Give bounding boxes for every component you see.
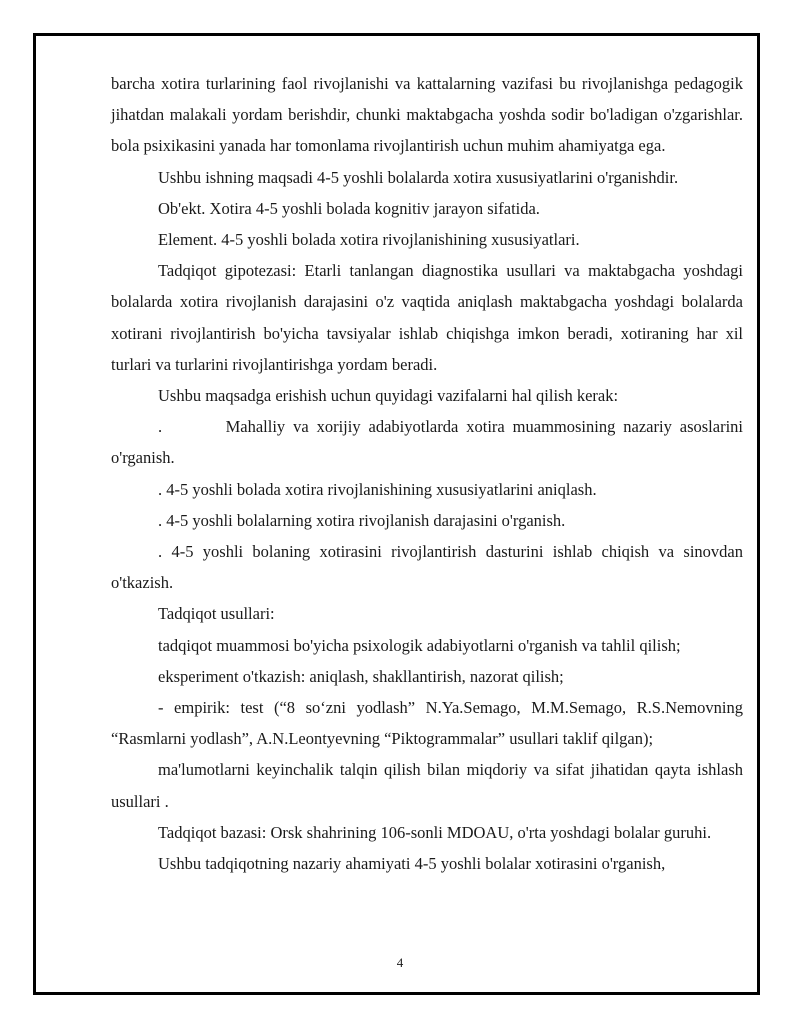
paragraph: Ushbu ishning maqsadi 4-5 yoshli bolalarda xotira xususiyatlarini o'rganishdir. xyxy=(158,167,679,187)
paragraph: tadqiqot muammosi bo'yicha psixologik adabiyotlarni o'rganish va tahlil qilish; xyxy=(158,635,681,655)
paragraph: Ob'ekt. Xotira 4-5 yoshli bolada kognitiv jarayon sifatida. xyxy=(158,198,540,218)
paragraph: barcha xotira turlarining faol rivojlanishi va kattalarning vazifasi bu rivojlanishga pedagogik jihatdan malakali yordam berishdir, chunki maktabgacha yoshda sodir bo'ladigan o'zgarishlar. bola psixikasini yanada har tomonlama rivojlantirish uchun muhim ahamiyatga ega. xyxy=(111,74,743,156)
paragraph: Tadqiqot usullari: xyxy=(158,604,275,624)
paragraph: ma'lumotlarni keyinchalik talqin qilish bilan miqdoriy va sifat jihatidan qayta ishlash usullari . xyxy=(111,760,743,811)
paragraph: Tadqiqot gipotezasi: Etarli tanlangan diagnostika usullari va maktabgacha yoshdagi bolalarda xotira rivojlanish darajasini o'z vaqtida aniqlash maktabgacha yoshdagi bolalarda xotirani rivojlantirish bo'yicha tavsiyalar ishlab chiqishga imkon beradi, xotiraning har xil turlari va turlarini rivojlantirishga yordam beradi. xyxy=(111,261,743,374)
paragraph: . 4-5 yoshli bolada xotira rivojlanishining xususiyatlarini aniqlash. xyxy=(158,479,597,499)
paragraph: . 4-5 yoshli bolaning xotirasini rivojlantirish dasturini ishlab chiqish va sinovdan o'tkazish. xyxy=(111,542,743,593)
paragraph: Ushbu tadqiqotning nazariy ahamiyati 4-5 yoshli bolalar xotirasini o'rganish, xyxy=(158,854,666,874)
paragraph: Element. 4-5 yoshli bolada xotira rivojlanishining xususiyatlari. xyxy=(158,230,580,250)
document-body xyxy=(111,68,743,879)
paragraph: . Mahalliy va xorijiy adabiyotlarda xotira muammosining nazariy asoslarini o'rganish. xyxy=(111,417,743,468)
paragraph: Ushbu maqsadga erishish uchun quyidagi vazifalarni hal qilish kerak: xyxy=(158,386,619,406)
paragraph: - empirik: test (“8 so‘zni yodlash” N.Ya.Semago, M.M.Semago, R.S.Nemovning “Rasmlarni yodlash”, A.N.Leontyevning “Piktogrammalar” usullari taklif qilgan); xyxy=(111,698,743,749)
paragraph: eksperiment o'tkazish: aniqlash, shakllantirish, nazorat qilish; xyxy=(158,666,564,686)
page-number: 4 xyxy=(396,955,404,970)
paragraph: Tadqiqot bazasi: Orsk shahrining 106-sonli MDOAU, o'rta yoshdagi bolalar guruhi. xyxy=(158,822,712,842)
paragraph: . 4-5 yoshli bolalarning xotira rivojlanish darajasini o'rganish. xyxy=(158,510,566,530)
